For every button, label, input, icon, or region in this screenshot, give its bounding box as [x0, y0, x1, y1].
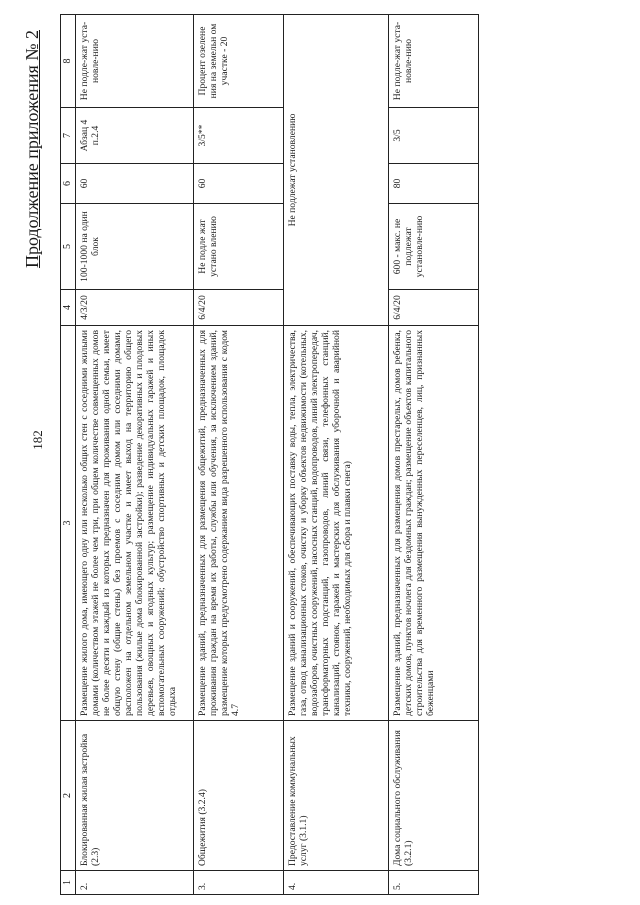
- use-description: Размещение зданий, предназначенных для размещения общежитий, предназначенных для проживания граждан на время их работы, службы или обучения, за исключением зданий, размещение которых предусмотрено содержанием вида разрешенного использования с кодом 4.7: [193, 326, 283, 721]
- zoning-table: [60, 14, 479, 895]
- row-number: 4.: [283, 871, 388, 895]
- table-row: [193, 15, 283, 895]
- col8-value: Не подле-жат уста-новле-нию: [388, 15, 478, 108]
- table-row: [283, 15, 388, 895]
- header-cell: 8: [61, 15, 76, 108]
- page-number: 182: [30, 430, 45, 450]
- use-description: Размещение зданий, предназначенных для размещения домов престарелых, домов ребенка, детских домов, пунктов ночлега для бездомных граждан; размещение объектов капитального строительства для временного размещения вынужденных переселенцев, лиц, признанных беженцами: [388, 326, 478, 721]
- col4-value: 6/4/20: [388, 290, 478, 326]
- use-type-name: Дома социального обслуживания (3.2.1): [388, 721, 478, 871]
- col6-value: 80: [388, 164, 478, 204]
- col5-value: Не подле жат устано влению: [193, 204, 283, 290]
- col8-value: Не подле-жат уста-новле-нию: [75, 15, 193, 108]
- row-number: 3.: [193, 871, 283, 895]
- header-cell: 5: [61, 204, 76, 290]
- col8-value: Процент озелене ния на земельн ом участке - 20: [193, 15, 283, 108]
- col5-value: 100-1000 на один блок: [75, 204, 193, 290]
- use-type-name: Общежития (3.2.4): [193, 721, 283, 871]
- col4-value: 4/3/20: [75, 290, 193, 326]
- merged-not-applicable: Не подлежат установлению: [283, 15, 388, 326]
- col7-value: Абзац 4 п.2.4: [75, 108, 193, 164]
- use-description: Размещение зданий и сооружений, обеспечивающих поставку воды, тепла, электричества, газа, отвод канализационных стоков, очистку и уборку объектов недвижимости (котельных, водозаборов, очистных сооружений, насосных станций, водопроводов, линий электропередач, трансформаторных подстанций, газопроводов, линий связи, телефонных станций, канализаций, стоянок, гаражей и мастерских для обслуживания уборочной и аварийной техники, сооружений, необходимых для сбора и плавки снега): [283, 326, 388, 721]
- use-type-name: Предоставление коммунальных услуг (3.1.1): [283, 721, 388, 871]
- header-cell: 2: [61, 721, 76, 871]
- header-cell: 7: [61, 108, 76, 164]
- continuation-title: Продолжение приложения № 2: [22, 30, 42, 269]
- use-description: Размещение жилого дома, имеющего одну или несколько общих стен с соседними жилыми домами (количеством этажей не более чем три, при общем количестве совмещенных домов не более десяти и каждый из которых предназначен для проживания одной семьи, имеет общую стену (общие стены) без проемов с соседним домом или соседними домами, расположен на отдельном земельном участке и имеет выход на территорию общего пользования (жилые дома блокированной застройки); разведение декоративных и плодовых деревьев, овощных и ягодных культур; размещение индивидуальных гаражей и иных вспомогательных сооружений; обустройство спортивных и детских площадок, площадок отдыха: [75, 326, 193, 721]
- use-type-name: Блокированная жилая застройка (2.3): [75, 721, 193, 871]
- header-cell: 4: [61, 290, 76, 326]
- col4-value: 6/4/20: [193, 290, 283, 326]
- col6-value: 60: [193, 164, 283, 204]
- row-number: 2.: [75, 871, 193, 895]
- header-cell: 1: [61, 871, 76, 895]
- header-cell: 6: [61, 164, 76, 204]
- header-row: [61, 15, 76, 895]
- col7-value: 3/5: [388, 108, 478, 164]
- table-row: [75, 15, 193, 895]
- table-row: [388, 15, 478, 895]
- col6-value: 60: [75, 164, 193, 204]
- col5-value: 600 - макс. не подлежат установле-нию: [388, 204, 478, 290]
- col7-value: 3/5**: [193, 108, 283, 164]
- row-number: 5.: [388, 871, 478, 895]
- header-cell: 3: [61, 326, 76, 721]
